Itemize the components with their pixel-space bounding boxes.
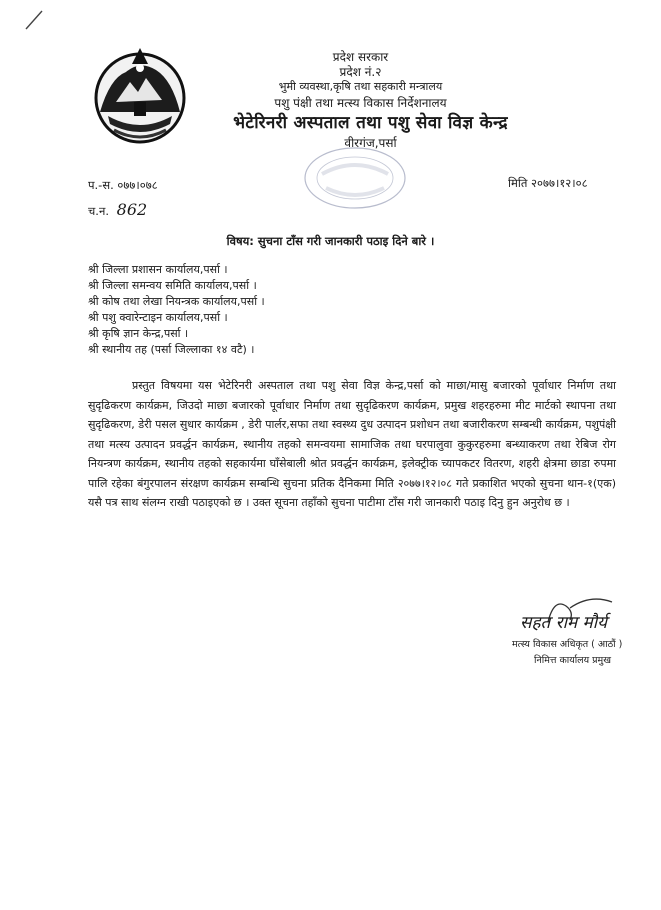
recipient-item: श्री स्थानीय तह (पर्सा जिल्लाका १४ वटै) । — [88, 343, 255, 356]
letterhead-ministry: भुमी व्यवस्था,कृषि तथा सहकारी मन्त्रालय — [278, 80, 443, 93]
recipient-item: श्री जिल्ला प्रशासन कार्यालय,पर्सा । — [88, 263, 228, 276]
dispatch-number-handwritten: 862 — [116, 200, 148, 219]
reference-number: प.-स. ०७७।०७८ — [88, 178, 158, 192]
recipient-item: श्री कृषि ज्ञान केन्द्र,पर्सा । — [88, 327, 189, 340]
signatory-title: मत्स्य विकास अधिकृत ( आठौं ) — [512, 639, 623, 650]
letterhead-government: प्रदेश सरकार — [332, 50, 389, 64]
signatory-role: निमित्त कार्यालय प्रमुख — [534, 655, 612, 666]
letterhead-directorate: पशु पंक्षी तथा मत्स्य विकास निर्देशनालय — [274, 96, 447, 110]
dispatch-label: च.न. — [88, 204, 109, 218]
dispatch-number — [88, 200, 147, 219]
recipient-list — [88, 262, 265, 358]
letterhead-province: प्रदेश नं.२ — [339, 65, 382, 79]
letter-body: प्रस्तुत विषयमा यस भेटेरिनरी अस्पताल तथा पशु सेवा विज्ञ केन्द्र,पर्सा को माछा/मासु बजारको पूर्वाधार निर्माण तथा सुदृढिकरण कार्यक्रम, जिउदो माछा बजारको पूर्वाधार निर्माण तथा सुदृढिकरण कार्यक्रम, प्रमुख शहरहरुमा मीट मार्टको स्थापना तथा सुदृढिकरण, डेरी पसल सुधार कार्यक्रम , डेरी पार्लर,सफा तथा स्वस्थ्य दुध उत्पादन प्रशोधन तथा बजारीकरण सम्बन्धी कार्यक्रम, पशुपंक्षी तथा मत्स्य उत्पादन प्रवर्द्धन कार्यक्रम, स्थानीय तहको समन्वयमा सामाजिक तथा घरपालुवा कुकुरहरुमा बन्ध्याकरण तथा रेबिज रोग नियन्त्रण कार्यक्रम, स्थानीय तहको सहकार्यमा घाँसेबाली श्रोत प्रवर्द्धन कार्यक्रम, इलेक्ट्रीक च्यापकटर वितरण, शहरी क्षेत्रमा छाडा रुपमा पालि रहेका बंगुरपालन संरक्षण कार्यक्रम सम्बन्धि सुचना प्रतिक दैनिकमा मिति २०७७।१२।०८ गते प्रकाशित भएको सुचना थान-१(एक) यसै पत्र साथ संलग्न राखी पठाइएको छ । उक्त सूचना तहाँको सुचना पाटीमा टाँस गरी जानकारी पठाइ दिनु हुन अनुरोध छ । — [88, 379, 616, 509]
recipient-item: श्री जिल्ला समन्वय समिति कार्यालय,पर्सा । — [88, 279, 257, 292]
pen-stroke-mark — [22, 8, 46, 32]
letterhead-office-name: भेटेरिनरी अस्पताल तथा पशु सेवा विज्ञ केन्द्र — [233, 113, 508, 133]
recipient-item: श्री पशु क्वारेन्टाइन कार्यालय,पर्सा । — [88, 311, 228, 324]
letter-subject: विषय: सुचना टाँस गरी जानकारी पठाइ दिने बारे । — [226, 234, 435, 248]
office-stamp-icon — [300, 144, 410, 212]
recipient-item: श्री कोष तथा लेखा नियन्त्रक कार्यालय,पर्सा । — [88, 295, 265, 308]
letterhead-location: वीरगंज,पर्सा — [344, 136, 397, 150]
letter-date: मिति २०७७।१२।०८ — [508, 176, 588, 190]
signature-name-handwritten: सहत राम मौर्य — [520, 613, 607, 633]
